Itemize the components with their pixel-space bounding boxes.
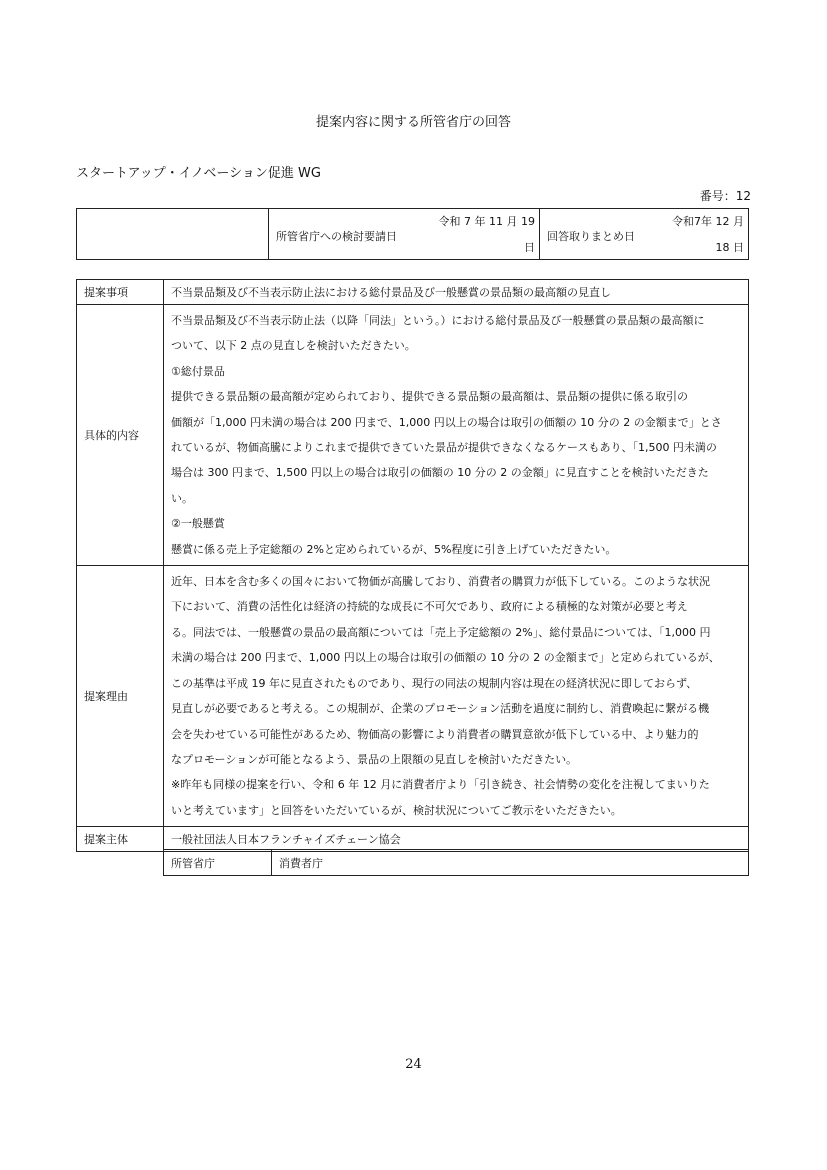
reason-line: 見直しが必要であると考える。この規制が、企業のプロモーション活動を過度に制約し、消費喚起に繋がる機 bbox=[171, 702, 710, 716]
reason-line: いと考えています」と回答をいただいているが、検討状況についてご教示をいただきたい。 bbox=[171, 803, 622, 817]
request-date-cell bbox=[269, 209, 540, 260]
reason-line: 未満の場合は 200 円まで、1,000 円以上の場合は取引の価額の 10 分の 2 の金額まで」と定められているが、 bbox=[171, 651, 720, 665]
proposal-matter: 不当景品類及び不当表示防止法における総付景品及び一般懸賞の景品類の最高額の見直し bbox=[164, 280, 749, 305]
content-line: ついて、以下 2 点の見直しを検討いただきたい。 bbox=[171, 339, 416, 353]
content-line: ②一般懸賞 bbox=[171, 517, 225, 531]
reason-line: 会を失わせている可能性があるため、物価高の影響により消費者の購買意欲が低下している中、より魅力的 bbox=[171, 727, 699, 741]
content-line: ①総付景品 bbox=[171, 364, 225, 378]
reason-cell bbox=[164, 566, 749, 827]
proposer: 一般社団法人日本フランチャイズチェーン協会 bbox=[164, 827, 749, 852]
request-date-value-suffix: 日 bbox=[524, 241, 535, 254]
document-title: 提案内容に関する所管省庁の回答 bbox=[315, 115, 511, 130]
dates-table bbox=[76, 208, 749, 260]
dates-blank-cell bbox=[77, 209, 269, 260]
content-line: 場合は 300 円まで、1,500 円以上の場合は取引の価額の 10 分の 2 の金額」に見直すことを検討いただきた bbox=[171, 466, 709, 480]
reply-date-label: 回答取りまとめ日 bbox=[547, 230, 635, 243]
working-group-name: スタートアップ・イノベーション促進 WG bbox=[76, 166, 321, 181]
reason-line: なプロモーションが可能となるよう、景品の上限額の見直しを検討いただきたい。 bbox=[171, 752, 578, 766]
reply-date-value: 令和7年 12 月 bbox=[672, 215, 744, 228]
proposal-number: 番号：12 bbox=[699, 189, 751, 203]
content-label: 具体的内容 bbox=[77, 305, 164, 566]
reply-date-cell bbox=[540, 209, 749, 260]
proposal-matter-label: 提案事項 bbox=[77, 280, 164, 305]
content-line: 不当景品類及び不当表示防止法（以降「同法」という。）における総付景品及び一般懸賞の景品類の最高額に bbox=[171, 314, 705, 327]
page-number: 24 bbox=[405, 1057, 422, 1072]
content-line: い。 bbox=[171, 491, 193, 505]
content-cell bbox=[164, 305, 749, 566]
reply-date-value-suffix: 18 日 bbox=[715, 241, 744, 254]
ministry-label: 所管省庁 bbox=[164, 850, 272, 876]
proposer-label: 提案主体 bbox=[77, 827, 164, 852]
reason-line: 下において、消費の活性化は経済の持続的な成長に不可欠であり、政府による積極的な対策が必要と考え bbox=[171, 600, 688, 614]
request-date-label: 所管省庁への検討要請日 bbox=[276, 230, 397, 243]
content-line: 提供できる景品類の最高額が定められており、提供できる景品類の最高額は、景品類の提供に係る取引の bbox=[171, 390, 688, 404]
reason-line: この基準は平成 19 年に見直されたものであり、現行の同法の規制内容は現在の経済状況に即しておらず、 bbox=[171, 676, 698, 690]
request-date-value: 令和 7 年 11 月 19 bbox=[438, 215, 535, 228]
reason-line: 近年、日本を含む多くの国々において物価が高騰しており、消費者の購買力が低下している。このような状況 bbox=[171, 575, 710, 589]
ministry-table bbox=[163, 849, 749, 876]
reason-line: ※昨年も同様の提案を行い、令和 6 年 12 月に消費者庁より「引き続き、社会情勢の変化を注視してまいりた bbox=[171, 778, 710, 792]
ministry-value: 消費者庁 bbox=[272, 850, 749, 876]
content-line: れているが、物価高騰によりこれまで提供できていた景品が提供できなくなるケースもあり、「1,500 円未満の bbox=[171, 441, 717, 455]
proposal-table bbox=[76, 279, 749, 852]
reason-line: る。同法では、一般懸賞の景品の最高額については「売上予定総額の 2%」、総付景品については、「1,000 円 bbox=[171, 625, 711, 639]
content-line: 懸賞に係る売上予定総額の 2%と定められているが、5%程度に引き上げていただきたい。 bbox=[171, 542, 617, 556]
reason-label: 提案理由 bbox=[77, 566, 164, 827]
content-line: 価額が「1,000 円未満の場合は 200 円まで、1,000 円以上の場合は取引の価額の 10 分の 2 の金額まで」とさ bbox=[171, 415, 722, 429]
